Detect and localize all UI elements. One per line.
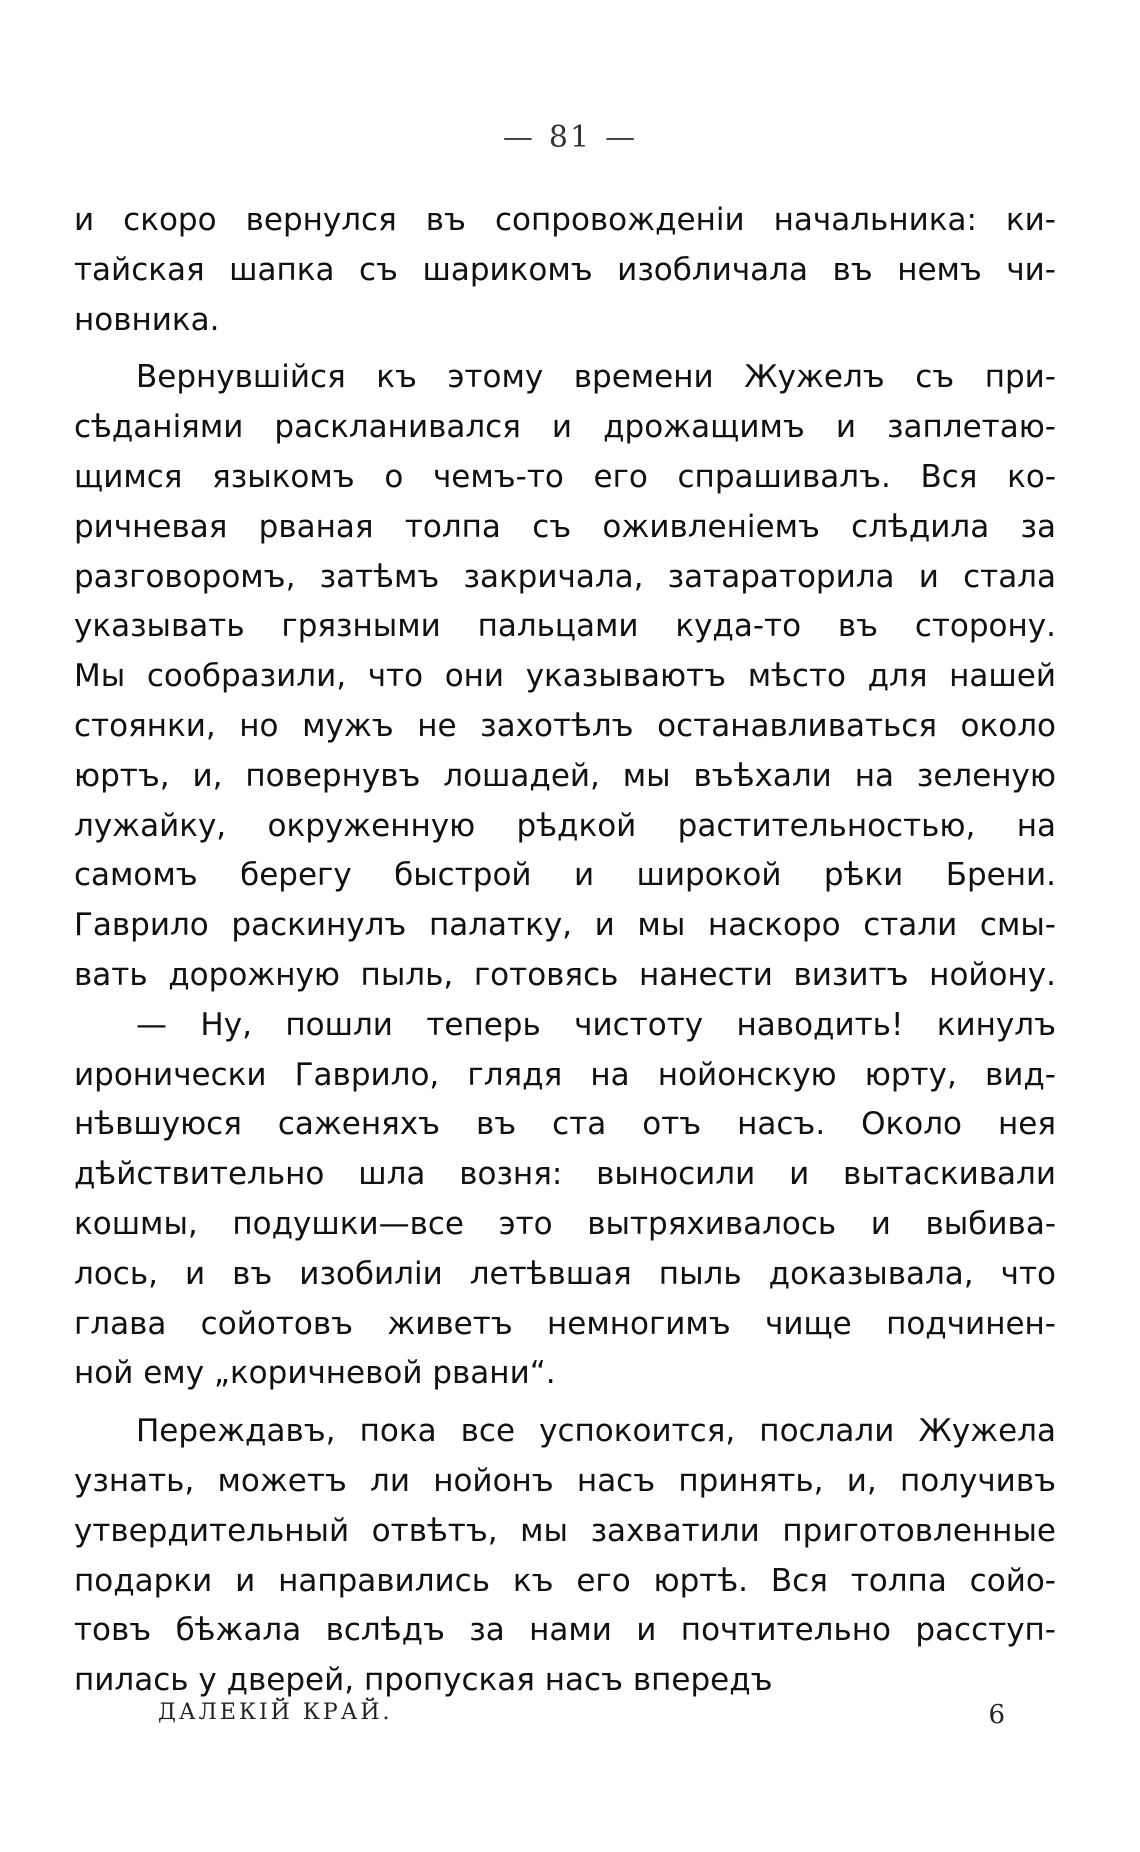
text-line: и скоро вернулся въ сопровожденіи начальника: ки- bbox=[74, 202, 1056, 238]
text-line: Мы сообразили, что они указываютъ мѣсто для нашей bbox=[74, 658, 1056, 695]
text-line: глава сойотовъ живетъ немногимъ чище подчинен- bbox=[74, 1305, 1056, 1342]
text-line: иронически Гаврило, глядя на нойонскую юрту, вид- bbox=[74, 1056, 1056, 1093]
text-line: стоянки, но мужъ не захотѣлъ останавливаться около bbox=[74, 707, 1056, 744]
paragraph-gap bbox=[74, 1399, 1056, 1407]
text-line: пилась у дверей, пропуская насъ впередъ bbox=[74, 1662, 773, 1699]
text-line: новника. bbox=[74, 301, 220, 338]
text-line: кошмы, подушки—все это вытряхивалось и выбива- bbox=[74, 1205, 1056, 1242]
text-line: узнать, можетъ ли нойонъ насъ принять, и, получивъ bbox=[74, 1462, 1056, 1499]
page-number: 81 bbox=[548, 120, 592, 155]
paragraph-gap bbox=[74, 345, 1056, 353]
dash-right: — bbox=[605, 120, 638, 155]
text-line: Вернувшійся къ этому времени Жужелъ съ при- bbox=[136, 359, 1056, 396]
text-line: Переждавъ, пока все успокоится, послали Жужела bbox=[136, 1413, 1056, 1450]
text-line: Гаврило раскинулъ палатку, и мы наскоро стали смы- bbox=[74, 907, 1056, 944]
text-line: ной ему „коричневой рвани“. bbox=[74, 1355, 556, 1392]
text-line: юртъ, и, повернувъ лошадей, мы въѣхали на зеленую bbox=[74, 757, 1056, 794]
text-line: указывать грязными пальцами куда-то въ сторону. bbox=[74, 608, 1056, 645]
text-line: лужайку, окруженную рѣдкой растительностью, на bbox=[74, 807, 1056, 844]
text-line: щимся языкомъ о чемъ-то его спрашивалъ. Вся ко- bbox=[74, 458, 1056, 495]
text-line: сѣданіями раскланивался и дрожащимъ и заплетаю- bbox=[74, 409, 1056, 446]
text-line: — Ну, пошли теперь чистоту наводить! кинулъ bbox=[136, 1006, 1056, 1043]
text-line: дѣйствительно шла возня: выносили и вытаскивали bbox=[74, 1156, 1056, 1193]
dash-left: — bbox=[502, 120, 535, 155]
text-line: вать дорожную пыль, готовясь нанести визитъ нойону. bbox=[74, 956, 1056, 993]
text-line: подарки и направились къ его юртѣ. Вся толпа сойо- bbox=[74, 1562, 1056, 1599]
text-line: разговоромъ, затѣмъ закричала, затараторила и стала bbox=[74, 558, 1056, 595]
text-line: лось, и въ изобиліи летѣвшая пыль доказывала, что bbox=[74, 1255, 1056, 1292]
text-line: ричневая рваная толпа съ оживленіемъ слѣдила за bbox=[74, 508, 1056, 545]
footer-book-title: ДАЛЕКІЙ КРАЙ. bbox=[158, 1700, 393, 1725]
text-line: утвердительный отвѣтъ, мы захватили приготовленные bbox=[74, 1512, 1056, 1549]
page-footer bbox=[158, 1700, 1008, 1730]
text-line: товъ бѣжала вслѣдъ за нами и почтительно расступ- bbox=[74, 1612, 1056, 1649]
page-number-header bbox=[0, 120, 1140, 155]
body-text bbox=[74, 196, 1056, 1706]
text-line: тайская шапка съ шарикомъ изобличала въ немъ чи- bbox=[74, 251, 1056, 288]
text-line: нѣвшуюся саженяхъ въ ста отъ насъ. Около нея bbox=[74, 1106, 1056, 1143]
footer-signature: 6 bbox=[988, 1700, 1008, 1730]
text-line: самомъ берегу быстрой и широкой рѣки Брени. bbox=[74, 857, 1056, 894]
